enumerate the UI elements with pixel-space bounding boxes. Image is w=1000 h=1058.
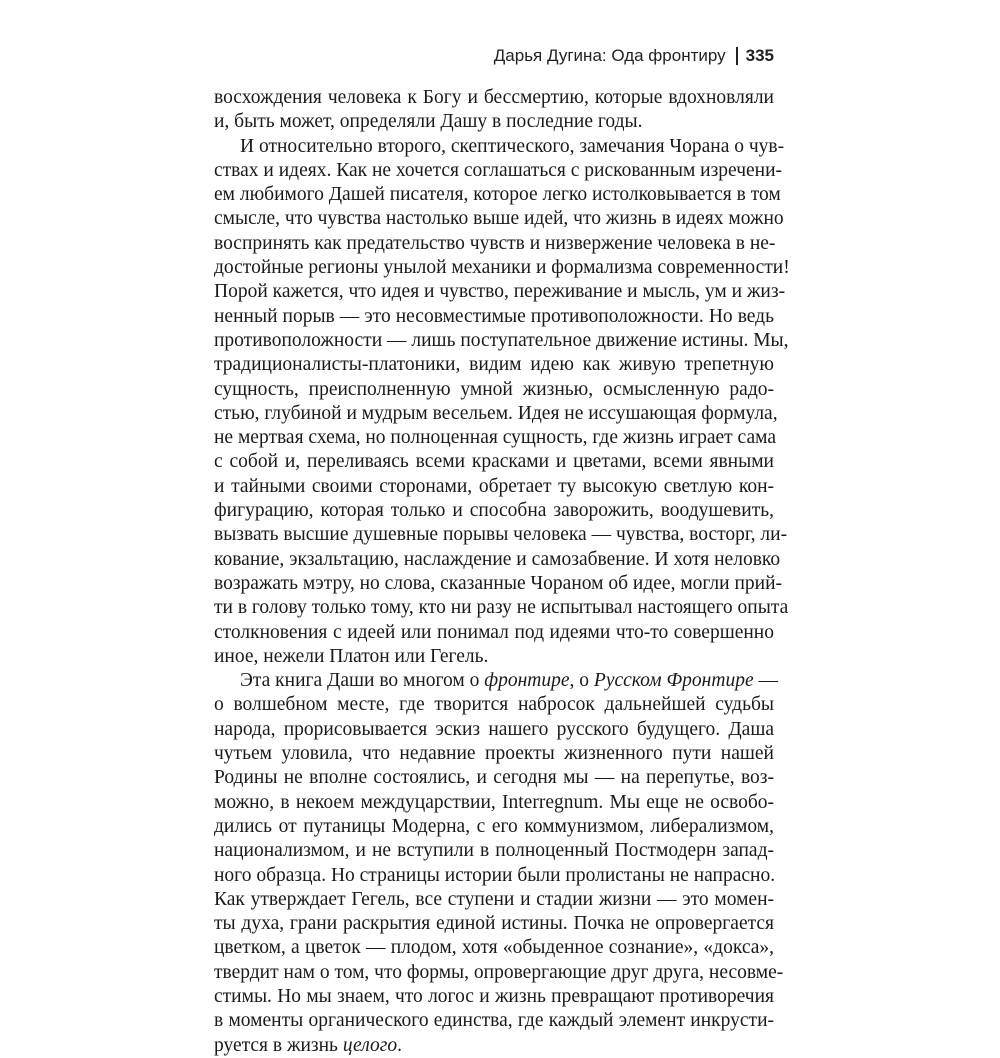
text-line [214,86,774,110]
text-line [214,353,774,377]
page-number: 335 [745,46,774,65]
text-segment: стью, глубиной и мудрым весельем. Идея не иссушающая формула, [214,402,778,424]
text-line [214,548,781,572]
text-segment: столкновения с идеей или понимал под идеями что-то совершенно [214,621,774,643]
text-line [214,961,784,985]
text-line [214,207,784,231]
text-segment: стимы. Но мы знаем, что логос и жизнь превращают противоречия [214,985,774,1007]
text-line [214,572,783,596]
text-segment: национализмом, и не вступили в полноценный Постмодерн запад- [214,840,774,862]
text-line [214,329,789,353]
text-segment: и, быть может, определяли Дашу в последние годы. [214,111,643,133]
text-line [214,645,774,669]
text-line [214,742,774,766]
text-line [214,256,790,280]
text-segment: о волшебном месте, где творится набросок дальнейшей судьбы [214,694,774,716]
text-segment: ненный порыв — это несовместимые противоположности. Но ведь [214,305,774,327]
text-line [214,718,774,742]
text-segment: не мертвая схема, но полноценная сущность, где жизнь играет сама [214,427,776,449]
text-segment: — [753,670,778,692]
text-line [214,426,774,450]
text-line [214,839,774,863]
text-segment: , о [569,670,594,692]
text-line [214,305,774,329]
text-segment: ствах и идеях. Как не хочется соглашаться с рискованным изречени- [214,159,783,181]
text-segment: цветком, а цветок — плодом, хотя «обыденное сознание», «докса», [214,937,774,959]
text-line [214,791,774,815]
text-segment: фигурацию, которая только и способна заворожить, воодушевить, [214,500,774,522]
text-segment: ты духа, грани раскрытия единой истины. Почка не опровергается [214,913,774,935]
text-line [214,110,774,134]
text-line [214,135,785,159]
paragraph [214,86,774,135]
text-segment: ного образца. Но страницы истории были пролистаны не напрасно. [214,864,776,886]
text-line [214,232,774,256]
text-segment: воспринять как предательство чувств и низвержение человека в не- [214,232,776,254]
text-segment: . [397,1034,402,1056]
text-segment: сущность, преисполненную умной жизнью, осмысленную радо- [214,378,774,400]
text-segment: традиционалисты-платоники, видим идею как живую трепетную [214,354,774,376]
text-segment: ти в голову только тому, кто ни разу не испытывал настоящего опыта [214,597,789,619]
text-segment: достойные регионы унылой механики и формализма современности! [214,257,790,279]
text-line [214,621,774,645]
text-segment: иное, нежели Платон или Гегель. [214,645,489,667]
text-line [214,888,774,912]
text-line [214,985,774,1009]
text-line [214,402,778,426]
text-segment: и тайными своими сторонами, обретает ту высокую светлую кон- [214,475,774,497]
text-line [214,766,774,790]
text-segment: руется в жизнь [214,1034,343,1056]
text-line [214,159,783,183]
text-segment: смысле, что чувства настолько выше идей, что жизнь в идеях можно [214,208,784,230]
text-line [214,1009,774,1033]
italic-text: Русском Фронтире [593,670,754,692]
text-line [214,864,774,888]
text-segment: Порой кажется, что идея и чувство, переживание и мысль, ум и жиз- [214,281,786,303]
text-segment: кование, экзальтацию, наслаждение и самозабвение. И хотя неловко [214,548,781,570]
text-segment: Эта книга Даши во многом о [240,670,485,692]
text-line [214,669,778,693]
text-segment: Как утверждает Гегель, все ступени и стадии жизни — это момен- [214,888,774,910]
text-segment: можно, в некоем междуцарствии, Interregnum. Мы еще не освобо- [214,791,774,813]
text-segment: возражать мэтру, но слова, сказанные Чораном об идее, могли прий- [214,572,783,594]
text-segment: противоположности — лишь поступательное движение истины. Мы, [214,329,789,351]
text-segment: народа, прорисовывается эскиз нашего русского будущего. Даша [214,718,774,740]
text-line [214,912,774,936]
text-segment: в моменты органического единства, где каждый элемент инкрусти- [214,1010,774,1032]
text-segment: восхождения человека к Богу и бессмертию, которые вдохновляли [214,87,774,108]
text-line [214,596,789,620]
text-line [214,815,774,839]
text-segment: чутьем уловила, что недавние проекты жизненного пути нашей [214,743,774,765]
italic-text: целого [342,1034,398,1056]
text-line [214,450,774,474]
italic-text: фронтире [484,670,570,692]
text-line [214,1034,774,1058]
running-title: Дарья Дугина: Ода фронтиру [493,46,726,65]
text-line [214,183,781,207]
text-line [214,475,774,499]
text-line [214,523,788,547]
text-segment: дились от путаницы Модерна, с его коммунизмом, либерализмом, [214,815,774,837]
text-line [214,693,774,717]
text-segment: с собой и, переливаясь всеми красками и цветами, всеми явными [214,451,774,473]
text-segment: И относительно второго, скептического, замечания Чорана о чув- [240,135,785,157]
header-separator [736,47,738,65]
body-text [214,86,790,1058]
text-segment: ем любимого Дашей писателя, которое легко истолковывается в том [214,184,781,206]
text-segment: вызвать высшие душевные порывы человека — чувства, восторг, ли- [214,524,788,546]
text-line [214,280,786,304]
text-line [214,936,774,960]
text-segment: Родины не вполне состоялись, и сегодня мы — на перепутье, воз- [214,767,774,789]
text-line [214,499,774,523]
text-segment: твердит нам о том, что формы, опровергающие друг друга, несовме- [214,961,784,983]
paragraph [214,135,790,670]
running-head [494,46,774,66]
text-line [214,378,774,402]
